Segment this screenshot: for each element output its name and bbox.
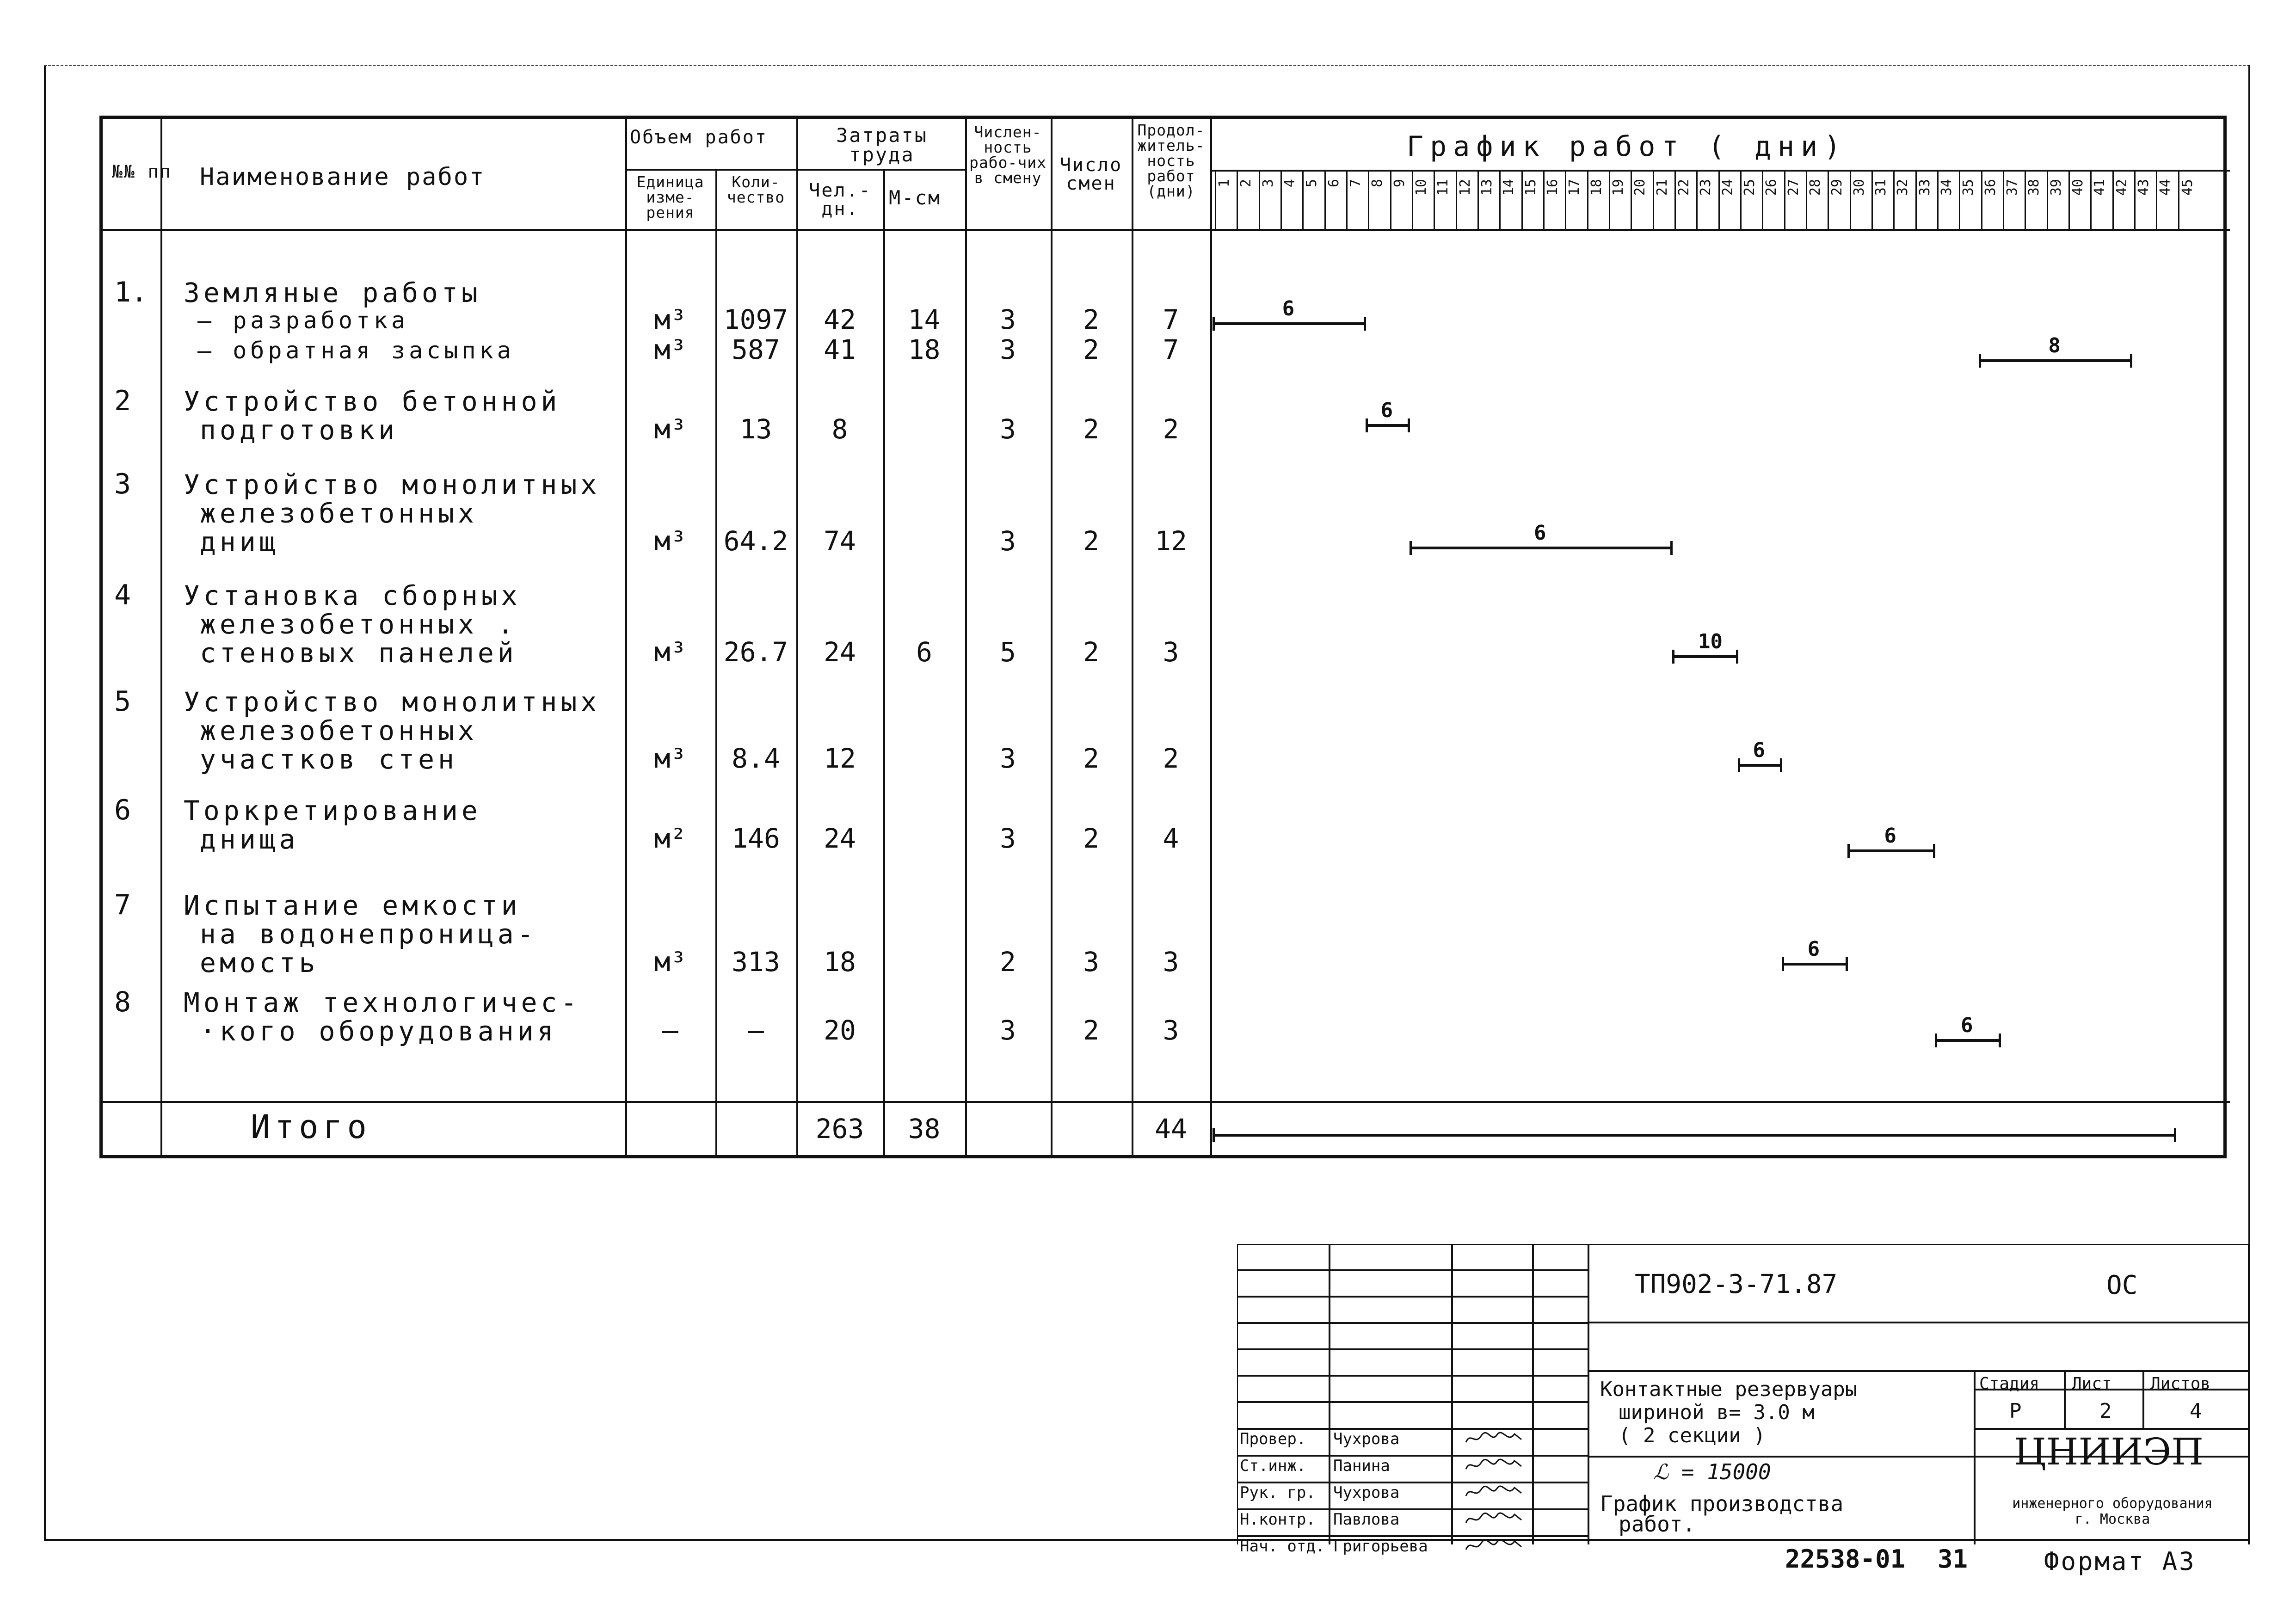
org-name-line: г. Москва [2074,1511,2150,1527]
day-label: 39 [2048,179,2064,196]
work-name: днищ [200,526,279,558]
table-cell: 587 [732,334,780,365]
table-cell: 3 [1000,743,1016,774]
day-label: 36 [1982,179,1999,196]
table-cell: 146 [732,823,780,854]
work-name: железобетонных [200,715,478,746]
day-label: 43 [2136,179,2152,196]
work-name: – обратная засыпка [197,337,515,364]
org-name-line: инженерного оборудования [2012,1495,2213,1512]
day-label: 42 [2113,179,2130,196]
day-label: 30 [1851,179,1867,196]
gantt-bar [1410,547,1672,549]
table-cell: 13 [739,413,772,445]
day-label: 11 [1435,179,1452,196]
day-label: 41 [2092,179,2108,196]
gantt-bar-end [1933,844,1935,858]
work-name: на водонепроница- [200,918,537,950]
gantt-bar-end [1672,650,1674,664]
day-label: 37 [2004,179,2020,196]
table-cell: 74 [824,525,856,557]
gantt-bar-label: 8 [2048,334,2061,357]
table-cell: 12 [824,743,856,774]
table-cell: 8.4 [732,743,780,774]
work-name: стеновых панелей [200,637,517,669]
table-cell: 3 [1083,946,1099,978]
gantt-bar-end [1408,418,1410,432]
day-label: 3 [1260,179,1276,188]
day-label: 7 [1348,179,1364,188]
header-man-days: Чел.-дн. [809,180,872,220]
object-title [1600,1378,1857,1447]
gantt-bar-end [1935,1033,1937,1047]
table-cell: м³ [654,636,687,668]
day-label: 2 [1238,179,1255,188]
gantt-bar-end [2174,1128,2176,1142]
day-label: 25 [1742,179,1758,196]
table-cell: 3 [1000,525,1016,557]
table-cell: 5 [1000,636,1016,668]
header-duration: Продол-житель-ность работ (дни) [1137,121,1205,200]
signer-role: Н.контр. [1240,1510,1316,1529]
sheet-header: Лист [2072,1374,2112,1393]
day-label: 8 [1369,179,1386,188]
title-block [1237,1244,2250,1556]
header-num: №№ пп [112,161,172,182]
table-cell: 1097 [723,304,788,335]
signer-role: Нач. отд. [1240,1537,1325,1556]
gantt-bar [1782,963,1847,966]
signer-role: Рук. гр. [1240,1483,1316,1502]
work-name: Монтаж технологичес- [184,987,581,1018]
header-qty: Коли-чество [726,173,785,206]
work-name: емость [200,947,319,978]
day-label: 44 [2157,179,2174,196]
day-label: 26 [1763,179,1780,196]
table-cell: 3 [1000,1015,1016,1046]
table-cell: м³ [654,304,687,335]
table-cell: 2 [1083,304,1099,335]
gantt-bar-end [1736,650,1738,664]
work-name: железобетонных . [200,609,517,640]
day-label: 19 [1610,179,1626,196]
paper-format: Формат А3 [2044,1547,2196,1576]
work-name: Установка сборных [184,580,521,611]
work-name: Испытание емкости [184,890,521,921]
sheet-index: 31 [1938,1544,1968,1574]
work-name: Устройство монолитных [184,469,601,500]
table-cell: 3 [1163,946,1179,978]
inventory-number: 22538-01 [1785,1544,1906,1574]
work-name: подготовки [200,414,399,446]
table-cell: 2 [1083,743,1099,774]
total-label: Итого [251,1108,371,1146]
frame-top [44,65,2250,68]
gantt-bar [1213,322,1366,325]
day-label: 10 [1413,179,1429,196]
signature-mark [1464,1483,1524,1501]
row-number: 7 [114,889,131,921]
day-label: 1 [1216,179,1232,188]
org-logo: ЦНИИЭП [2014,1430,2204,1473]
work-name: участков стен [200,744,458,775]
gantt-bar-label: 6 [1807,937,1820,961]
table-cell: 6 [916,636,932,668]
stage-header: Стадия [1979,1374,2040,1393]
day-label: 27 [1785,179,1802,196]
day-label: 28 [1807,179,1823,196]
work-name: – разработка [197,307,409,334]
table-cell: 2 [1083,636,1099,668]
header-line [1210,170,2230,172]
table-cell: 313 [732,946,780,978]
gantt-bar-label: 6 [1961,1014,1973,1037]
gantt-bar-end [1782,957,1784,971]
table-cell: — [662,1015,678,1046]
col-line [160,119,162,1158]
signer-name: Григорьева [1333,1537,1428,1556]
work-name: Земляные работы [184,277,481,308]
total-machine-shifts: 38 [908,1113,941,1144]
table-cell: 3 [1163,636,1179,668]
length-value: ℒ = 15000 [1653,1459,1771,1484]
sheet-title-line: работ. [1619,1512,1696,1537]
signer-name: Павлова [1333,1510,1400,1529]
day-label: 22 [1676,179,1692,196]
signature-mark [1464,1429,1524,1447]
signer-name: Чухрова [1333,1430,1400,1448]
day-label: 18 [1588,179,1605,196]
table-cell: м² [654,823,687,854]
row-number: 8 [114,986,131,1018]
day-label: 13 [1479,179,1495,196]
table-cell: 18 [908,334,941,365]
signer-name: Чухрова [1333,1483,1400,1502]
day-label: 45 [2179,179,2196,196]
row-number: 2 [114,385,131,417]
row-number: 5 [114,685,131,718]
table-cell: 24 [824,823,856,854]
table-cell: 3 [1000,823,1016,854]
header-schedule: График работ ( дни) [1407,130,1847,163]
day-label: 20 [1632,179,1649,196]
object-title-line: ( 2 секции ) [1619,1424,1766,1447]
doc-code-suffix: ОС [2106,1270,2138,1300]
table-cell: 20 [824,1015,856,1046]
work-name: железобетонных [200,498,478,529]
total-man-days: 263 [815,1113,864,1144]
table-cell: 3 [1163,1015,1179,1046]
table-cell: 2 [1083,525,1099,557]
table-cell: — [748,1015,764,1046]
day-label: 12 [1457,179,1473,196]
table-cell: 3 [1000,304,1016,335]
sheets-header: Листов [2150,1374,2211,1393]
total-line [103,1101,2230,1103]
header-labor: Затраты труда [836,124,928,166]
header-unit: Единица изме-рения [636,173,704,221]
signer-role: Ст.инж. [1240,1457,1306,1475]
gantt-bar [1738,764,1782,767]
gantt-bar-end [1213,317,1215,331]
gantt-bar [1847,849,1935,852]
table-cell: 2 [1083,1015,1099,1046]
table-cell: 26.7 [723,636,788,668]
header-shifts: Число смен [1059,154,1123,194]
table-cell: 18 [824,946,856,978]
table-cell: 3 [1000,413,1016,445]
work-name: днища [200,824,299,855]
gantt-bar-label: 6 [1534,521,1546,545]
work-name: ·кого оборудования [200,1015,557,1047]
gantt-bar-label: 6 [1884,824,1896,848]
gantt-bar-end [1366,418,1368,432]
day-label: 38 [2026,179,2043,196]
header-line [625,169,965,171]
day-label: 6 [1325,179,1342,188]
gantt-bar-end [1979,354,1981,368]
gantt-bar-end [1410,541,1412,555]
table-cell: 2 [1083,413,1099,445]
total-duration: 44 [1155,1113,1187,1144]
table-cell: 2 [1083,823,1099,854]
table-cell: 24 [824,636,856,668]
table-cell: м³ [654,743,687,774]
table-cell: 2 [1000,946,1016,978]
day-label: 33 [1916,179,1933,196]
header-line [103,229,2230,231]
table-cell: м³ [654,413,687,445]
gantt-bar [1213,1134,2176,1137]
sheet-value: 2 [2099,1399,2112,1423]
table-cell: 2 [1083,334,1099,365]
org-name [1976,1496,2249,1527]
object-title-line: Контактные резервуары [1600,1378,1858,1401]
gantt-bar-label: 6 [1753,738,1765,762]
row-number: 1. [114,276,148,308]
header-machine-shifts: М-см [889,186,942,209]
day-label: 17 [1566,179,1583,196]
gantt-bar-label: 10 [1698,630,1723,653]
gantt-bar-end [1847,844,1850,858]
row-number: 3 [114,468,131,500]
work-schedule-table [99,116,2227,1158]
signature-mark [1464,1537,1524,1554]
signature-mark [1464,1456,1524,1474]
day-label: 9 [1391,179,1408,188]
day-label: 34 [1939,179,1955,196]
gantt-bar-end [1999,1033,2001,1047]
signer-role: Провер. [1240,1430,1306,1448]
sheet-title-line: График производства [1600,1491,1844,1516]
header-volume: Объем работ [630,127,768,148]
day-label: 29 [1829,179,1846,196]
header-workers: Числен-ность рабо-чих в смену [969,123,1046,187]
gantt-bar-end [1780,758,1782,772]
table-cell: 8 [831,413,848,445]
table-cell: 14 [908,304,941,335]
gantt-bar-end [2130,354,2132,368]
day-label: 15 [1522,179,1539,196]
table-cell: м³ [654,946,687,978]
row-number: 6 [114,794,131,826]
day-label: 23 [1698,179,1714,196]
table-cell: 41 [824,334,856,365]
work-name: Устройство монолитных [184,686,601,718]
gantt-bar [1935,1039,2001,1042]
doc-code: ТП902-3-71.87 [1635,1269,1838,1299]
table-cell: м³ [654,525,687,557]
day-label: 31 [1873,179,1889,196]
table-cell: 3 [1000,334,1016,365]
table-cell: 7 [1163,334,1179,365]
col-line [1210,119,1212,1158]
sheets-value: 4 [2190,1399,2202,1423]
gantt-bar-end [1364,317,1366,331]
work-name: Устройство бетонной [184,386,561,417]
day-label: 32 [1895,179,1911,196]
gantt-bar-label: 6 [1380,399,1393,422]
sheet-title [1600,1491,1844,1537]
gantt-bar [1366,424,1410,427]
signature-mark [1464,1510,1524,1527]
table-cell: м³ [654,334,687,365]
object-title-line: шириной в= 3.0 м [1619,1401,1815,1424]
day-label: 14 [1501,179,1517,196]
gantt-bar-end [1738,758,1740,772]
gantt-bar [1979,359,2132,362]
stage-value: Р [2009,1399,2022,1423]
day-label: 24 [1719,179,1736,196]
gantt-bar-end [1213,1128,1215,1142]
work-name: Торкретирование [184,795,481,826]
day-label: 4 [1282,179,1298,188]
table-cell: 42 [824,304,856,335]
row-number: 4 [114,579,131,611]
day-label: 35 [1960,179,1977,196]
gantt-bar-label: 6 [1282,297,1295,320]
frame-left [44,65,46,1540]
signer-name: Панина [1333,1457,1390,1475]
day-label: 16 [1545,179,1561,196]
gantt-bar-end [1846,957,1848,971]
day-label: 21 [1654,179,1670,196]
table-cell: 2 [1163,743,1179,774]
gantt-bar [1672,655,1738,658]
gantt-bar-end [1670,541,1673,555]
day-label: 5 [1304,179,1320,188]
table-cell: 4 [1163,823,1179,854]
day-label: 40 [2070,179,2086,196]
table-cell: 12 [1155,525,1187,557]
table-cell: 7 [1163,304,1179,335]
header-name: Наименование работ [200,163,486,191]
table-cell: 2 [1163,413,1179,445]
table-cell: 64.2 [723,525,788,557]
